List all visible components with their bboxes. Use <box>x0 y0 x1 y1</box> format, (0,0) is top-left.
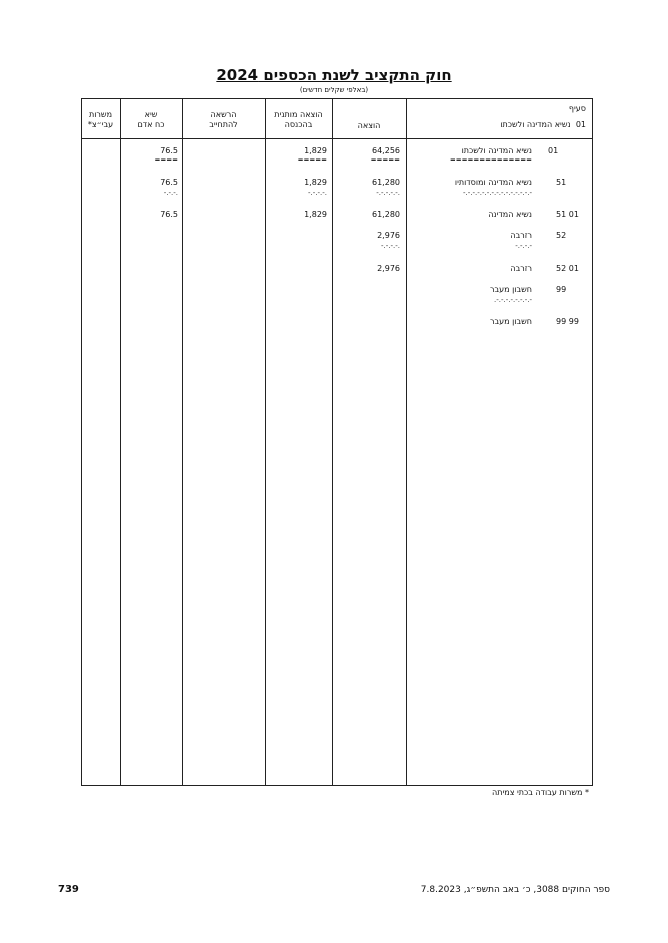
page-title: חוק התקציב לשנת הכספים 2024 <box>216 66 452 84</box>
row-name: נשיא המדינה ומוסדותיו <box>454 178 532 187</box>
header-commitment-line2: להתחייב <box>209 120 238 129</box>
row-name: רזרבה <box>510 264 532 273</box>
footnote: * משרות עבודה בכתי צמיתה <box>492 788 589 797</box>
row-code: 01 <box>548 146 559 155</box>
row-expense: 2,976 <box>377 231 400 240</box>
publication-footer: ספר החוקים 3088, כ׳ באב התשפ״ג, 7.8.2023 <box>420 885 610 895</box>
header-section <box>406 120 586 130</box>
row-code: 52 <box>556 231 567 240</box>
column-divider <box>332 98 333 786</box>
row-code: 52 01 <box>556 264 579 273</box>
row-code: 51 <box>556 178 567 187</box>
header-section-code: 01 <box>575 120 586 129</box>
header-section-label: סעיף <box>568 104 586 113</box>
header-cond-expense-line2: בהכנסה <box>284 120 313 129</box>
header-contract-jobs <box>81 110 120 130</box>
header-divider <box>81 138 593 139</box>
row-name: חשבון מעבר <box>489 317 532 326</box>
row-name: רזרבה <box>510 231 532 240</box>
column-divider <box>182 98 183 786</box>
row-code: 51 01 <box>556 210 579 219</box>
row-expense: 61,280 <box>372 210 400 219</box>
header-commitment <box>182 110 265 130</box>
row-cond-expense: 1,829 <box>304 210 327 219</box>
row-name-underline: ============== <box>449 156 532 164</box>
header-manpower <box>120 110 182 130</box>
row-name: נשיא המדינה <box>488 210 532 219</box>
header-commitment-line1: הרשאה <box>210 110 237 119</box>
row-cond-expense: 1,829 <box>304 146 327 155</box>
header-cond-expense <box>265 110 332 130</box>
row-manpower-underline: -.-.-. <box>163 189 178 197</box>
header-contract-line2: עבי״צ* <box>87 120 114 129</box>
row-cond-underline: ===== <box>297 156 327 164</box>
row-cond-expense: 1,829 <box>304 178 327 187</box>
page-subtitle: (באלפי שקלים חדשים) <box>299 86 369 94</box>
row-expense: 61,280 <box>372 178 400 187</box>
header-expense: הוצאה <box>357 121 381 130</box>
row-name: נשיא המדינה ולשכתו <box>461 146 532 155</box>
budget-table <box>81 98 593 786</box>
row-manpower-underline: ==== <box>154 156 178 164</box>
row-manpower: 76.5 <box>160 178 178 187</box>
row-name-underline: -.-.-.-.-.-.-.-. <box>493 296 532 304</box>
column-divider <box>406 98 407 786</box>
row-name-underline: -.-.-.- <box>515 242 532 250</box>
header-manpower-line2: כח אדם <box>137 120 165 129</box>
row-code: 99 99 <box>556 317 579 326</box>
row-manpower: 76.5 <box>160 210 178 219</box>
row-expense: 64,256 <box>372 146 400 155</box>
row-code: 99 <box>556 285 567 294</box>
column-divider <box>265 98 266 786</box>
header-section-name: נשיא המדינה ולשכתו <box>500 120 571 129</box>
row-manpower: 76.5 <box>160 146 178 155</box>
row-expense-underline: ===== <box>370 156 400 164</box>
row-expense: 2,976 <box>377 264 400 273</box>
row-name-underline: -.-.-.-.-.-.-.-.-.-.-.-.-.-.- <box>462 189 532 197</box>
row-name: חשבון מעבר <box>489 285 532 294</box>
row-cond-underline: -.-.-.-. <box>307 189 327 197</box>
header-cond-expense-line1: הוצאה מותנית <box>274 110 323 119</box>
column-divider <box>120 98 121 786</box>
page-number: 739 <box>58 884 79 895</box>
header-contract-line1: משרות <box>88 110 113 119</box>
row-expense-underline: -.-.-.-.-. <box>376 189 400 197</box>
row-expense-underline: -.-.-.-. <box>380 242 400 250</box>
header-manpower-line1: שיא <box>144 110 158 119</box>
